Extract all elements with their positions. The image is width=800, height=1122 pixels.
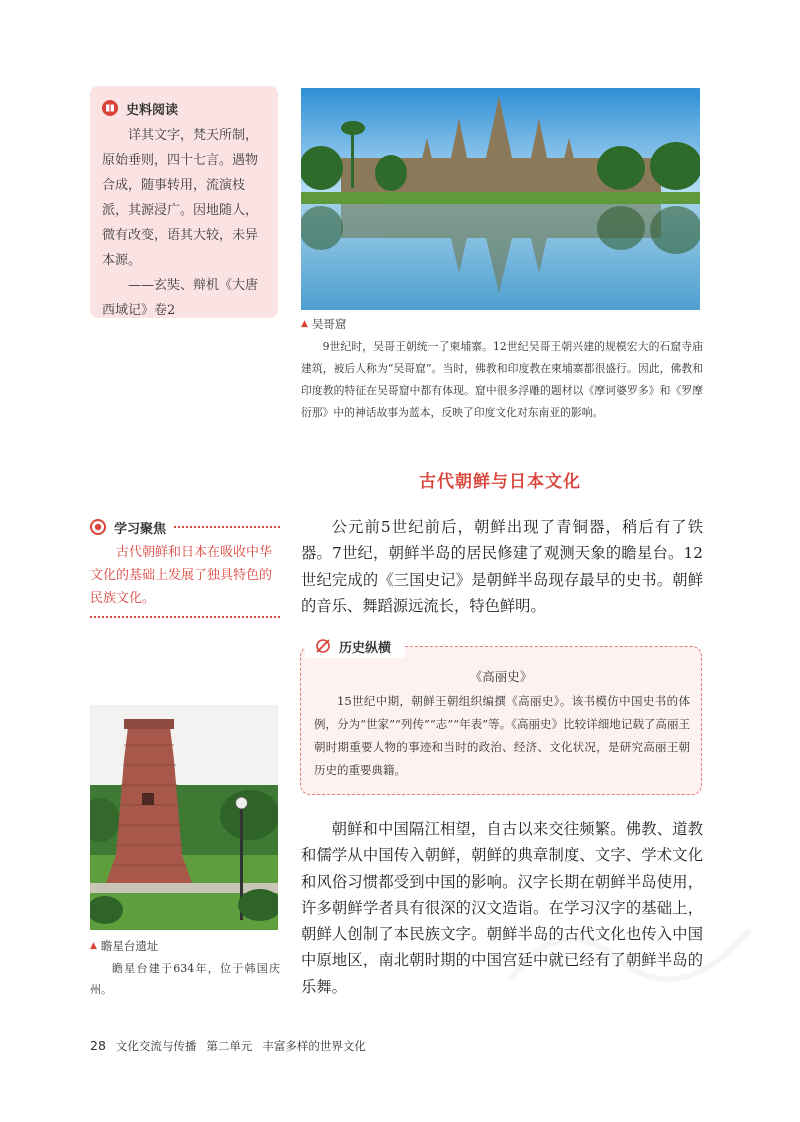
paragraph-2: 朝鲜和中国隔江相望，自古以来交往频繁。佛教、道教和儒学从中国传入朝鲜，朝鲜的典章制度、文字、学术文化和风俗习惯都受到中国的影响。汉字长期在朝鲜半岛使用，许多朝鲜学者具有很深的汉文造诣。在学习汉字的基础上，朝鲜人创制了本民族文字。朝鲜半岛的古代文化也传入中国中原地区，南北朝时期的中国宫廷中就已经有了朝鲜半岛的乐舞。 [301, 820, 703, 996]
target-icon [90, 519, 106, 535]
study-focus-box [90, 516, 280, 618]
angkor-note: 9世纪时，吴哥王朝统一了柬埔寨。12世纪吴哥王朝兴建的规模宏大的石窟寺庙建筑，被后人称为“吴哥窟”。当时，佛教和印度教在柬埔寨都很盛行。因此，佛教和印度教的特征在吴哥窟中都有体现。窟中很多浮雕的题材以《摩诃婆罗多》和《罗摩衍那》中的神话故事为蓝本，反映了印度文化对东南亚的影响。 [301, 340, 703, 419]
observatory-caption-row [90, 938, 158, 954]
study-focus-divider [174, 526, 280, 528]
source-reading-box [90, 86, 278, 318]
angkor-wat-photo [301, 88, 700, 310]
book-icon [102, 100, 118, 116]
study-focus-bottom-divider [90, 616, 280, 618]
source-reading-title: 史料阅读 [126, 102, 179, 118]
watermark-decoration [500, 900, 760, 1000]
unit-label: 第二单元 [206, 1039, 253, 1053]
study-focus-title: 学习聚焦 [114, 521, 167, 537]
history-box-text: 15世纪中期，朝鲜王朝组织编撰《高丽史》。该书模仿中国史书的体例，分为“世家”“列传”“志”“年表”等。《高丽史》比较详细地记载了高丽王朝时期重要人物的事迹和当时的政治、经济、文化状况，是研究高丽王朝历史的重要典籍。 [314, 694, 690, 777]
history-box-title: 历史纵横 [339, 640, 392, 656]
cheomseongdae-photo [90, 705, 278, 930]
source-reading-citation: ——玄奘、辩机《大唐西域记》卷2 [102, 278, 259, 318]
triangle-icon: ▲ [301, 319, 308, 329]
page-footer [90, 1038, 366, 1054]
source-reading-header [102, 96, 266, 120]
compass-icon [315, 638, 331, 654]
observatory-note: 瞻星台建于634年，位于韩国庆州。 [90, 962, 280, 996]
study-focus-text: 古代朝鲜和日本在吸收中华文化的基础上发展了独具特色的民族文化。 [90, 545, 273, 606]
study-focus-header [90, 516, 280, 538]
unit-title: 丰富多样的世界文化 [262, 1039, 366, 1053]
section-title: 古代朝鲜与日本文化 [419, 472, 581, 492]
triangle-icon: ▲ [90, 941, 97, 951]
source-reading-text: 详其文字，梵天所制，原始垂则，四十七言。遇物合成，随事转用，流演枝派，其源浸广。因地随人，微有改变，语其大较，未异本源。 [102, 128, 259, 268]
history-box-heading: 《高丽史》 [469, 669, 533, 684]
observatory-caption: 瞻星台遗址 [100, 939, 159, 953]
angkor-caption-row [301, 316, 346, 332]
page-number: 28 [90, 1038, 106, 1053]
paragraph-1: 公元前5世纪前后，朝鲜出现了青铜器，稍后有了铁器。7世纪，朝鲜半岛的居民修建了观测天象的瞻星台。12世纪完成的《三国史记》是朝鲜半岛现存最早的史书。朝鲜的音乐、舞蹈源远流长，特色鲜明。 [301, 518, 703, 615]
book-title: 文化交流与传播 [115, 1039, 197, 1053]
history-box-header [305, 634, 405, 658]
angkor-caption: 吴哥窟 [311, 317, 347, 331]
